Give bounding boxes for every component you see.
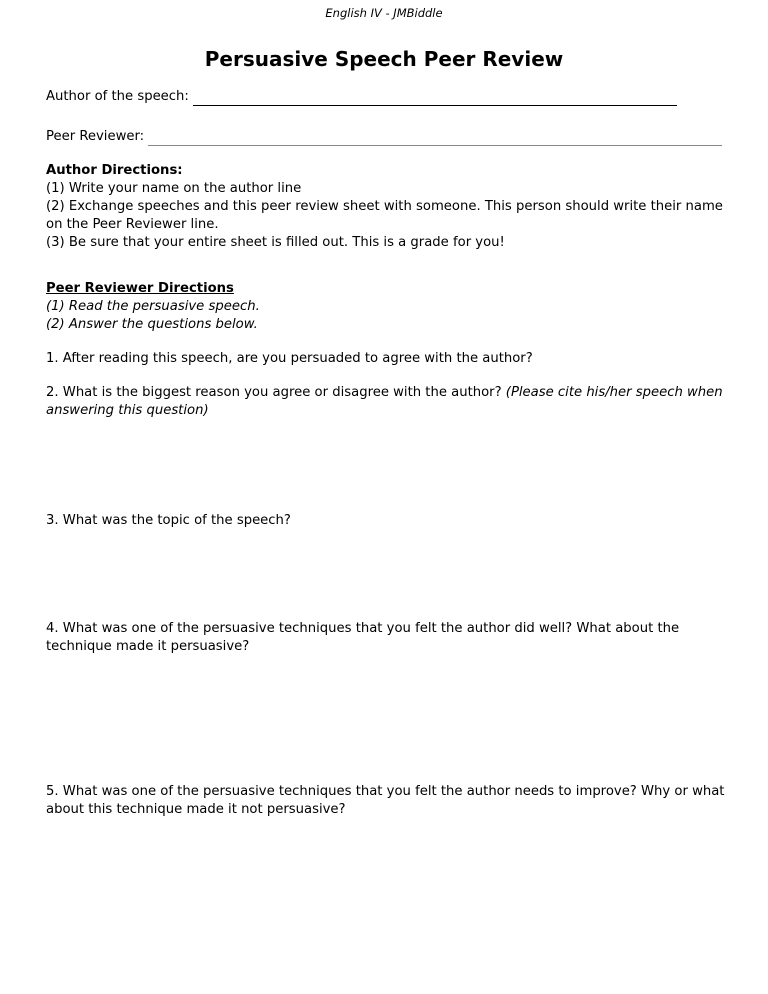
question-text: 3. What was the topic of the speech? bbox=[46, 513, 291, 528]
author-directions bbox=[46, 162, 736, 252]
reviewer-direction-item: (2) Answer the questions below. bbox=[46, 317, 258, 332]
question-note: (Please cite his/her speech when answering this question) bbox=[46, 385, 723, 418]
author-field bbox=[46, 88, 736, 106]
question-2 bbox=[46, 384, 736, 420]
question-text: 2. What is the biggest reason you agree or disagree with the author? bbox=[46, 385, 502, 400]
author-name-line[interactable] bbox=[193, 91, 677, 106]
author-label: Author of the speech: bbox=[46, 89, 189, 104]
reviewer-directions bbox=[46, 280, 736, 334]
question-5 bbox=[46, 783, 736, 819]
reviewer-name-line[interactable] bbox=[148, 131, 722, 146]
page-title: Persuasive Speech Peer Review bbox=[204, 47, 564, 71]
reviewer-label: Peer Reviewer: bbox=[46, 129, 145, 144]
course-label: English IV - JMBiddle bbox=[325, 6, 443, 20]
question-4 bbox=[46, 620, 736, 656]
author-directions-heading: Author Directions: bbox=[46, 163, 183, 178]
question-text: 4. What was one of the persuasive techniques that you felt the author did well? What about the technique made it persuasive? bbox=[46, 621, 680, 654]
question-1 bbox=[46, 350, 736, 368]
reviewer-direction-item: (1) Read the persuasive speech. bbox=[46, 299, 260, 314]
question-text: 1. After reading this speech, are you persuaded to agree with the author? bbox=[46, 351, 533, 366]
reviewer-field bbox=[46, 128, 736, 146]
question-3 bbox=[46, 512, 736, 530]
reviewer-directions-heading: Peer Reviewer Directions bbox=[46, 281, 234, 296]
author-direction-item: (2) Exchange speeches and this peer review sheet with someone. This person should write their name on the Peer Reviewer line. bbox=[46, 199, 723, 232]
author-direction-item: (1) Write your name on the author line bbox=[46, 181, 302, 196]
author-direction-item: (3) Be sure that your entire sheet is filled out. This is a grade for you! bbox=[46, 235, 505, 250]
question-text: 5. What was one of the persuasive techniques that you felt the author needs to improve? Why or what about this technique made it not persuasive? bbox=[46, 784, 725, 817]
